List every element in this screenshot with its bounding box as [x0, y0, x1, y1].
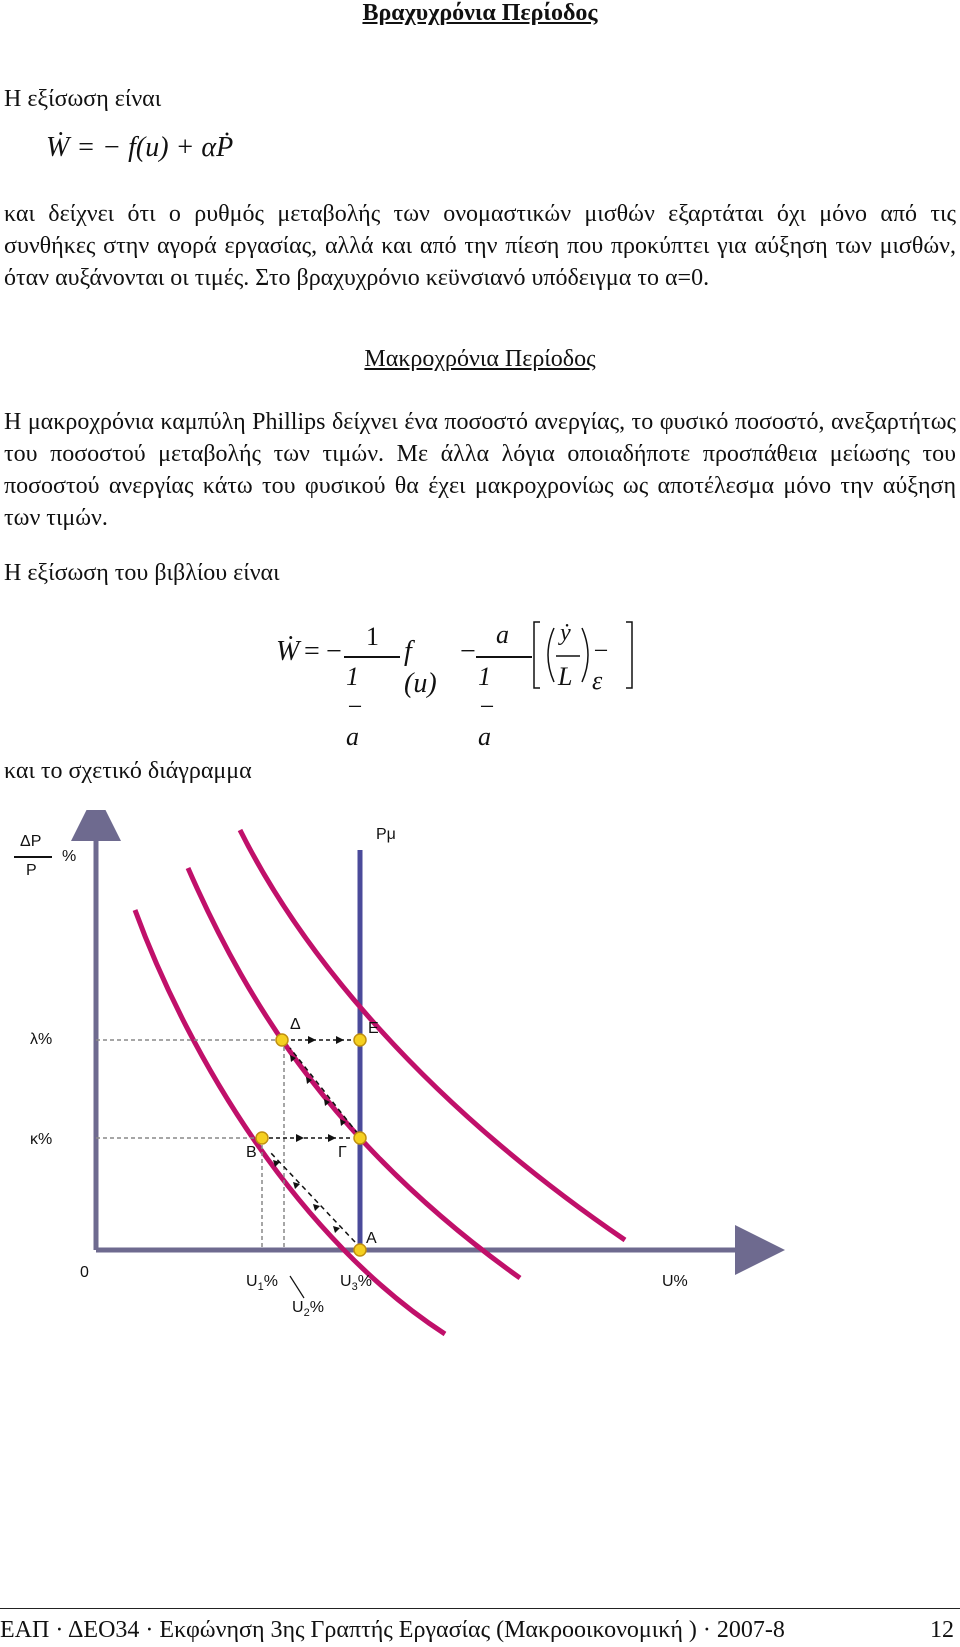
- eq-frac2-num: a: [496, 620, 509, 649]
- u2-pointer: [290, 1276, 304, 1298]
- eq-frac1-den: 1 − a: [346, 662, 364, 751]
- point-G-marker: [354, 1132, 366, 1144]
- page-number: 12: [930, 1617, 954, 1643]
- point-G-label: Γ: [338, 1144, 347, 1161]
- eq-minus-epsilon: − ε: [592, 636, 610, 695]
- y-axis-label-pct: %: [62, 848, 77, 865]
- eq-frac1-num: 1: [366, 622, 379, 651]
- y-axis-label-bar: [14, 856, 52, 858]
- short-run-curve-2: [188, 868, 520, 1278]
- book-equation-intro: Η εξίσωση του βιβλίου είναι: [4, 560, 280, 586]
- short-run-curve-1: [135, 910, 445, 1334]
- short-run-curve-3: [240, 830, 625, 1240]
- y-axis-label-num: ΔP: [20, 833, 42, 850]
- origin-label: 0: [80, 1264, 89, 1281]
- point-E-marker: [354, 1034, 366, 1046]
- point-B-label: B: [246, 1144, 257, 1161]
- eq-frac2-den: 1 − a: [478, 662, 496, 751]
- eq-minus-1: −: [326, 636, 342, 667]
- x-axis-label: U%: [662, 1273, 688, 1290]
- point-D-marker: [276, 1034, 288, 1046]
- phillips-diagram: [0, 810, 960, 1350]
- point-A-label: A: [366, 1230, 377, 1247]
- u3-label: $U_3\%$: [340, 1273, 372, 1294]
- y-axis-label-den: P: [26, 862, 37, 879]
- diagram-intro: και το σχετικό διάγραμμα: [4, 758, 252, 784]
- section-title-short-run: Βραχυχρόνια Περίοδος: [362, 0, 598, 26]
- long-run-paragraph: Η μακροχρόνια καμπύλη Phillips δείχνει ένα ποσοστό ανεργίας, το φυσικό ποσοστό, ανεξαρτήτως του ποσοστού μεταβολής των τιμών. Με άλλα λόγια οποιαδήποτε προσπάθεια μείωσης του ποσοστού ανεργίας κάτω του φυσικού θα έχει μακροχρονίως ως αποτέλεσμα μόνο την αύξηση των τιμών.: [4, 409, 956, 531]
- short-run-equation: Ẇ = − f(u) + αṖ: [46, 132, 234, 163]
- eq-equals: =: [304, 636, 320, 667]
- eq-inner-num: ẏ: [560, 620, 571, 646]
- eq-lhs: Ẇ: [276, 636, 300, 667]
- point-A-marker: [354, 1244, 366, 1256]
- eq-inner-den: L: [558, 662, 573, 691]
- short-run-paragraph: και δείχνει ότι ο ρυθμός μεταβολής των ονομαστικών μισθών εξαρτάται όχι μόνο από τις συνθήκες στην αγορά εργασίας, αλλά και από την πίεση που προκύπτει για αύξηση των μισθών, όταν αυξάνονται οι τιμές. Στο βραχυχρόνιο κεϋνσιανό υπόδειγμα το α=0.: [4, 201, 956, 291]
- eq-brackets: [520, 614, 646, 696]
- point-E-label: E: [368, 1020, 379, 1037]
- eq-frac1-bar: [344, 656, 400, 658]
- footer-text: ΕΑΠ · ΔΕΟ34 · Εκφώνηση 3ης Γραπτής Εργασίας (Μακροοικονομική ) · 2007-8: [0, 1617, 785, 1643]
- long-run-label: Pμ: [376, 826, 396, 843]
- point-B-marker: [256, 1132, 268, 1144]
- u2-label: $U_2\%$: [292, 1299, 324, 1320]
- u1-label: $U_1\%$: [246, 1273, 278, 1294]
- point-D-label: Δ: [290, 1016, 301, 1033]
- eq-minus-2: −: [460, 636, 476, 667]
- footer-rule: [0, 1608, 960, 1609]
- tick-lambda: λ%: [30, 1031, 53, 1048]
- equation-intro: Η εξίσωση είναι: [4, 86, 162, 112]
- section-title-long-run: Μακροχρόνια Περίοδος: [364, 346, 596, 372]
- tick-kappa: κ%: [30, 1131, 53, 1148]
- eq-fu: f (u): [404, 636, 437, 699]
